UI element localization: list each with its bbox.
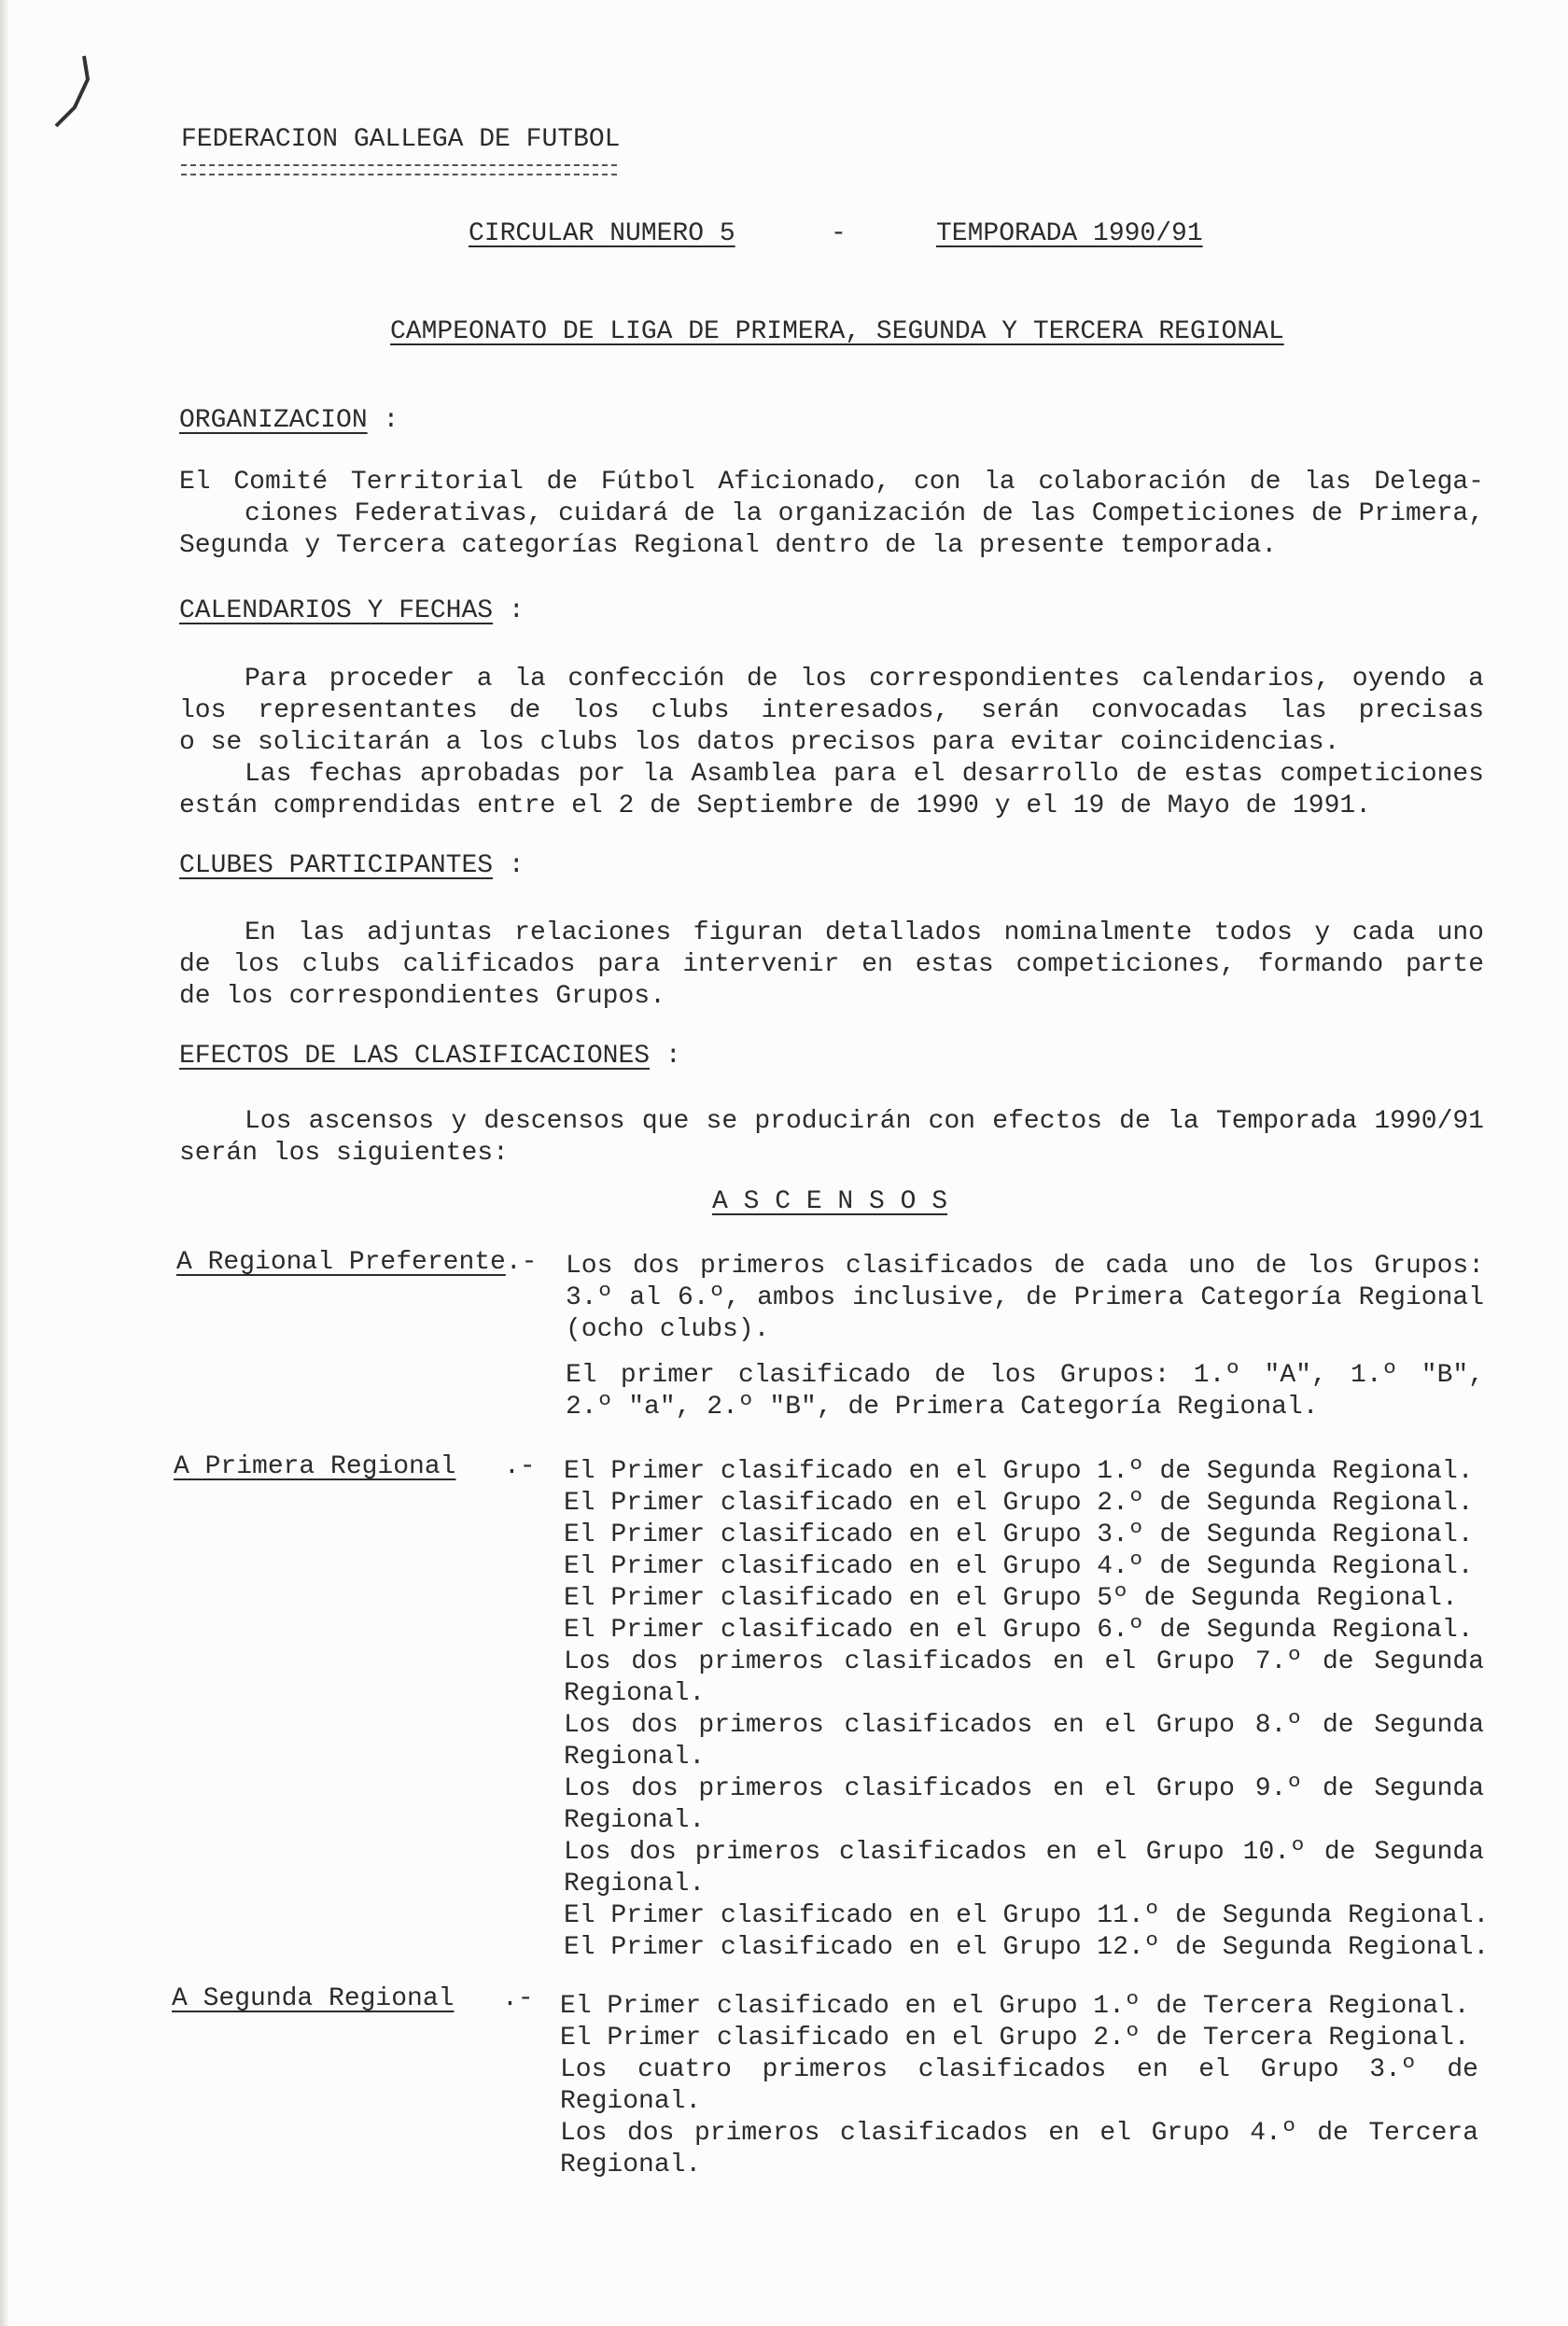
text-line: Regional. bbox=[560, 2151, 702, 2179]
text-line: Regional. bbox=[564, 1806, 706, 1835]
header-double-rule bbox=[181, 164, 617, 175]
heading-colon: : bbox=[508, 851, 525, 880]
text-line: serán los siguientes: bbox=[179, 1139, 509, 1168]
text-line: 3.º al 6.º, ambos inclusive, de Primera Categoría Regional bbox=[566, 1283, 1484, 1312]
text-line: El Primer clasificado en el Grupo 11.º de Segunda Regional. bbox=[564, 1901, 1490, 1930]
label-text: A Segunda Regional bbox=[172, 1984, 455, 2013]
text-line: Los ascensos y descensos que se producirán con efectos de la Temporada 1990/91 bbox=[245, 1107, 1484, 1136]
text-line: ciones Federativas, cuidará de la organización de las Competiciones de Primera, bbox=[245, 499, 1484, 528]
text-line: El Primer clasificado en el Grupo 1.º de Segunda Regional. bbox=[564, 1457, 1474, 1486]
text-line: El Primer clasificado en el Grupo 2.º de Segunda Regional. bbox=[564, 1489, 1474, 1518]
text-line: Regional. bbox=[564, 1743, 706, 1772]
paragraph-calendarios bbox=[179, 664, 1484, 822]
text-line: de los correspondientes Grupos. bbox=[179, 982, 665, 1011]
text-line: Para proceder a la confección de los correspondientes calendarios, oyendo a bbox=[245, 665, 1484, 694]
ascensos-heading: A S C E N S O S bbox=[712, 1187, 948, 1216]
label-segunda-regional bbox=[172, 1983, 454, 2015]
text-line: 2.º "a", 2.º "B", de Primera Categoría Regional. bbox=[566, 1393, 1319, 1422]
label-text: A Primera Regional bbox=[174, 1452, 456, 1481]
text-line: El Primer clasificado en el Grupo 3.º de Segunda Regional. bbox=[564, 1520, 1474, 1549]
label-text: A Regional Preferente bbox=[176, 1248, 506, 1277]
text-line: los representantes de los clubs interesados, serán convocadas las precisas bbox=[179, 696, 1484, 725]
text-line: El Primer clasificado en el Grupo 1.º de Tercera Regional. bbox=[560, 1992, 1470, 2021]
heading-colon: : bbox=[665, 1042, 681, 1071]
label-suffix: .- bbox=[502, 1984, 534, 2013]
text-line: Los dos primeros clasificados en el Grupo 4.º de Tercera bbox=[560, 2119, 1478, 2148]
text-line: Segunda y Tercera categorías Regional dentro de la presente temporada. bbox=[179, 531, 1278, 560]
text-line: El Comité Territorial de Fútbol Aficionado, con la colaboración de las Delega- bbox=[179, 468, 1484, 497]
text-line: de los clubs calificados para intervenir en estas competiciones, formando parte bbox=[179, 950, 1484, 979]
text-line: Regional. bbox=[564, 1679, 706, 1708]
heading-calendarios bbox=[179, 596, 525, 627]
text-line: Los dos primeros clasificados en el Grupo 10.º de Segunda bbox=[564, 1838, 1484, 1867]
text-line: Las fechas aprobadas por la Asamblea para el desarrollo de estas competiciones bbox=[245, 760, 1484, 789]
preferente-paragraph-1 bbox=[566, 1251, 1484, 1346]
text-line: Regional. bbox=[564, 1870, 706, 1899]
text-line: Los dos primeros clasificados en el Grupo 7.º de Segunda bbox=[564, 1647, 1484, 1676]
circular-number: CIRCULAR NUMERO 5 bbox=[469, 219, 735, 248]
heading-clubes bbox=[179, 850, 525, 882]
scan-edge bbox=[0, 0, 9, 2326]
heading-efectos bbox=[179, 1041, 681, 1072]
heading-colon: : bbox=[383, 406, 399, 435]
text-line: están comprendidas entre el 2 de Septiembre de 1990 y el 19 de Mayo de 1991. bbox=[179, 792, 1372, 820]
text-line: El primer clasificado de los Grupos: 1.º "A", 1.º "B", bbox=[566, 1361, 1484, 1390]
label-suffix: .- bbox=[505, 1248, 538, 1277]
primera-list bbox=[564, 1456, 1490, 1964]
heading-colon: : bbox=[508, 596, 525, 625]
paragraph-clubes bbox=[179, 918, 1484, 1013]
text-line: El Primer clasificado en el Grupo 2.º de Tercera Regional. bbox=[560, 2024, 1470, 2053]
text-line: El Primer clasificado en el Grupo 4.º de Segunda Regional. bbox=[564, 1552, 1474, 1581]
label-suffix: .- bbox=[504, 1452, 536, 1481]
text-line: Regional. bbox=[560, 2087, 702, 2116]
paragraph-organizacion bbox=[179, 467, 1484, 562]
label-primera-regional bbox=[174, 1451, 455, 1483]
segunda-list bbox=[560, 1991, 1478, 2181]
document-title: CAMPEONATO DE LIGA DE PRIMERA, SEGUNDA Y TERCERA REGIONAL bbox=[390, 317, 1284, 346]
text-line: En las adjuntas relaciones figuran detallados nominalmente todos y cada uno bbox=[245, 918, 1484, 947]
text-line: El Primer clasificado en el Grupo 5º de Segunda Regional. bbox=[564, 1584, 1458, 1613]
heading-text: ORGANIZACION bbox=[179, 406, 368, 435]
paragraph-efectos bbox=[179, 1106, 1484, 1170]
text-line: El Primer clasificado en el Grupo 12.º de Segunda Regional. bbox=[564, 1933, 1490, 1962]
pen-mark-icon bbox=[47, 51, 103, 135]
text-line: (ocho clubs). bbox=[566, 1315, 770, 1344]
text-line: o se solicitarán a los clubs los datos precisos para evitar coincidencias. bbox=[179, 728, 1340, 757]
text-line: El Primer clasificado en el Grupo 6.º de Segunda Regional. bbox=[564, 1616, 1474, 1645]
heading-organizacion bbox=[179, 405, 399, 437]
label-regional-preferente bbox=[176, 1247, 537, 1279]
season: TEMPORADA 1990/91 bbox=[936, 219, 1203, 248]
text-line: Los dos primeros clasificados en el Grupo 9.º de Segunda bbox=[564, 1774, 1484, 1803]
header-dash: - bbox=[831, 219, 847, 248]
heading-text: EFECTOS DE LAS CLASIFICACIONES bbox=[179, 1042, 651, 1071]
preferente-paragraph-2 bbox=[566, 1360, 1484, 1423]
federation-name: FEDERACION GALLEGA DE FUTBOL bbox=[181, 125, 621, 154]
text-line: Los dos primeros clasificados en el Grupo 8.º de Segunda bbox=[564, 1711, 1484, 1740]
heading-text: CLUBES PARTICIPANTES bbox=[179, 851, 494, 880]
heading-text: CALENDARIOS Y FECHAS bbox=[179, 596, 494, 625]
text-line: Los cuatro primeros clasificados en el Grupo 3.º de bbox=[560, 2055, 1478, 2084]
text-line: Los dos primeros clasificados de cada uno de los Grupos: bbox=[566, 1252, 1484, 1281]
